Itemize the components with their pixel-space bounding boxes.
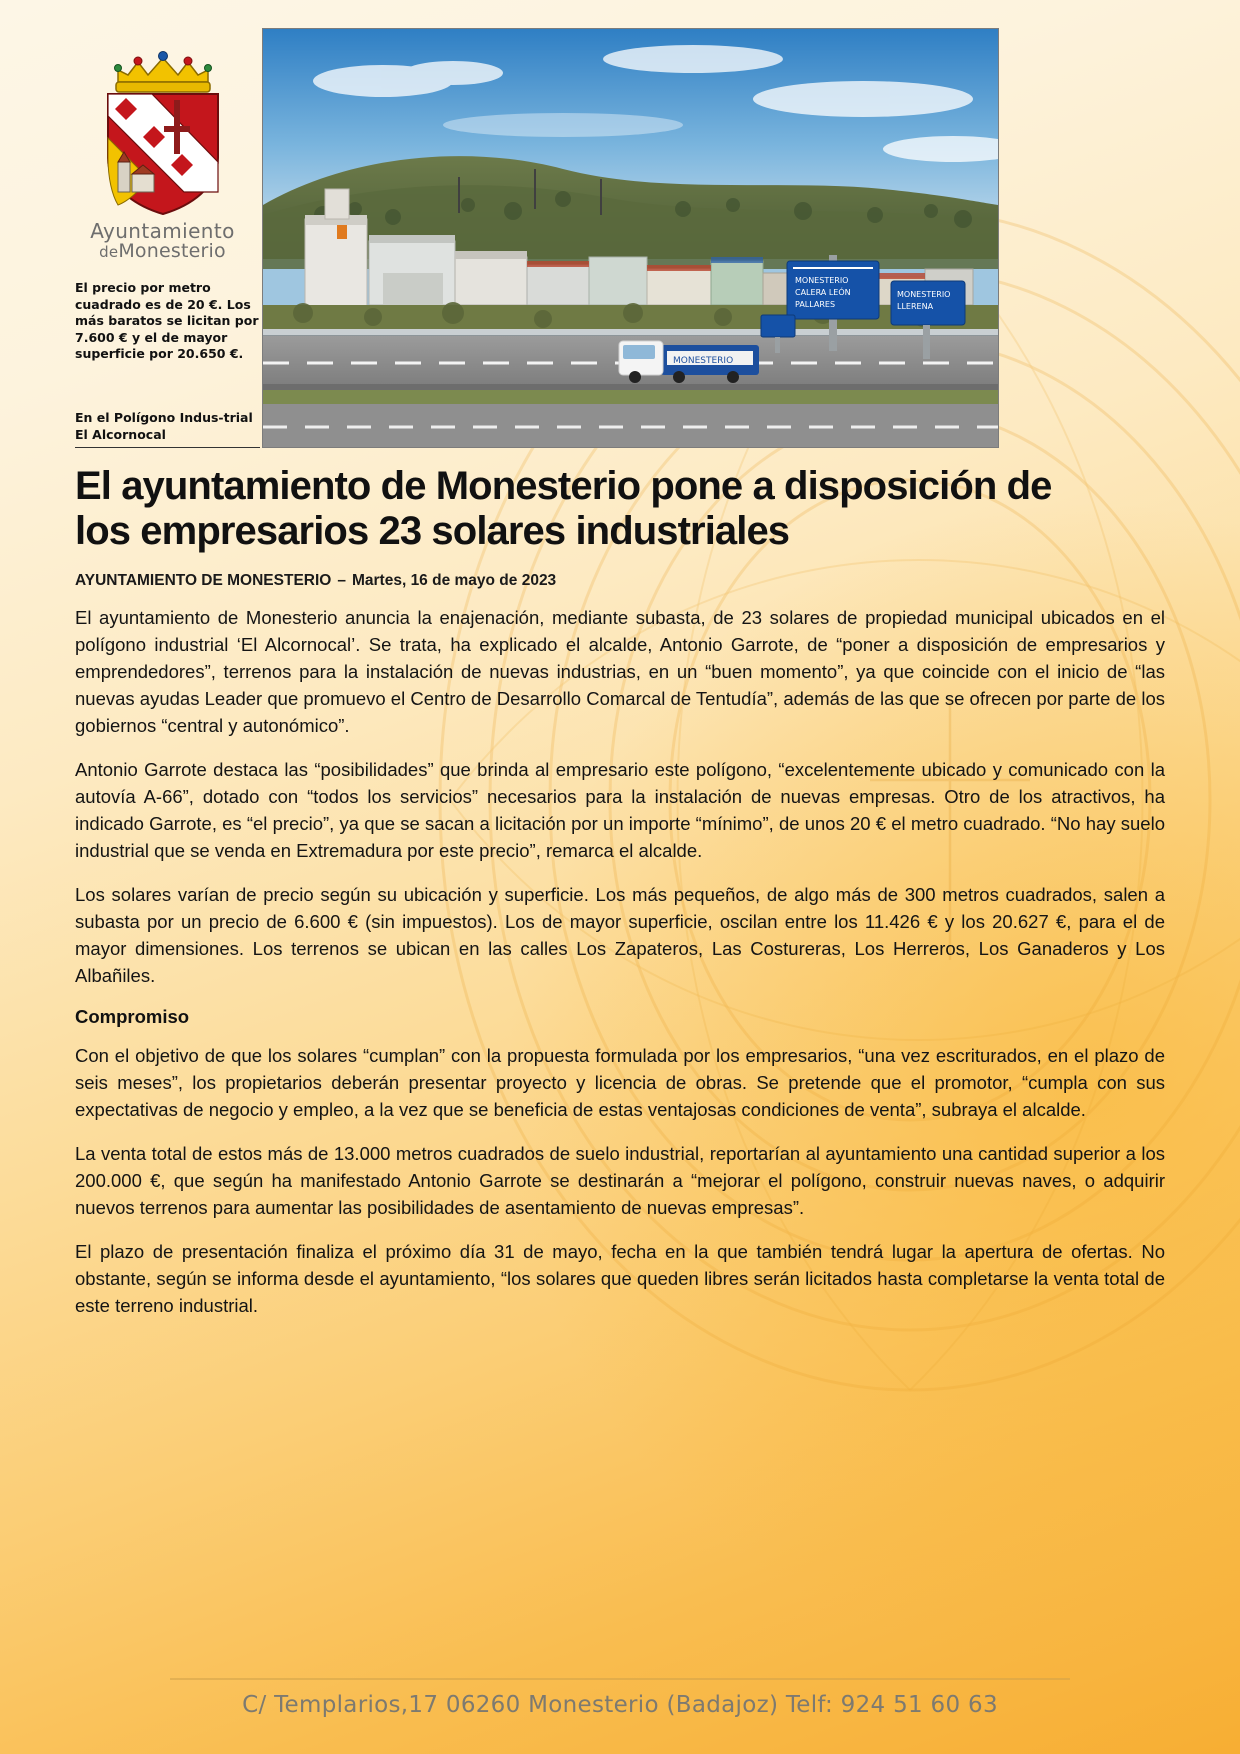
organization-name-line1: Ayuntamiento [90,219,235,243]
paragraph: Con el objetivo de que los solares “cumplan” con la propuesta formulada por los empresarios, “una vez escriturados, en el plazo de seis meses”, los propietarios deberán presentar proyecto y licencia de obras. Se pretende que el promotor, “cumpla con sus expectativas de negocio y empleo, a la vez que se beneficia de estas ventajosas condiciones de venta”, subraya el alcalde. [75,1045,1165,1121]
svg-text:CALERA LEÓN: CALERA LEÓN [795,288,851,297]
document-footer [0,1670,1240,1754]
article-body [0,464,1240,1319]
footer-divider [170,1678,1070,1680]
byline-source: AYUNTAMIENTO DE MONESTERIO [75,572,332,590]
side-note-price: El precio por metro cuadrado es de 20 €. Los más baratos se licitan por 7.600 € y el de mayor superficie por 20.650 €. [75,280,259,361]
document-header [0,0,1240,450]
paragraph: El plazo de presentación finaliza el próximo día 31 de mayo, fecha en la que también tendrá lugar la apertura de ofertas. No obstante, según se informa desde el ayuntamiento, “los solares que queden libres serán licitados hasta completarse la venta total de este terreno industrial. [75,1241,1165,1317]
organization-identity [75,42,250,262]
footer-contact: C/ Templarios,17 06260 Monesterio (Badajoz) Telf: 924 51 60 63 [242,1692,998,1718]
byline-separator: – [337,572,346,590]
coat-of-arms-icon [88,42,238,217]
side-note-location: En el Polígono Indus-trial El Alcornocal [75,410,260,448]
page-title: El ayuntamiento de Monesterio pone a disposición de los empresarios 23 solares industriales [75,464,1052,554]
organization-name-prefix: de [99,243,119,261]
paragraph: Los solares varían de precio según su ubicación y superficie. Los más pequeños, de algo más de 300 metros cuadrados, salen a subasta por un precio de 6.600 € (sin impuestos). Los de mayor superficie, oscilan entre los 11.426 € y los 20.627 €, para el de mayor dimensiones. Los terrenos se ubican en las calles Los Zapateros, Las Costureras, Los Herreros, Los Ganaderos y Los Albañiles. [75,884,1165,987]
organization-name-line2: Monesterio [118,240,226,262]
article-photo [262,28,999,448]
svg-text:MONESTERIO: MONESTERIO [673,356,734,366]
svg-text:PALLARES: PALLARES [795,300,836,309]
paragraph: El ayuntamiento de Monesterio anuncia la enajenación, mediante subasta, de 23 solares de propiedad municipal ubicados en el polígono industrial ‘El Alcornocal’. Se trata, ha explicado el alcalde, Antonio Garrote, de “poner a disposición de empresarios y emprendedores”, terrenos para la instalación de nuevas industrias, en un “buen momento”, ya que coincide con el inicio de “las nuevas ayudas Leader que promuevo el Centro de Desarrollo Comarcal de Tentudía”, además de las que se ofrecen por parte de los gobiernos “central y autonómico”. [75,607,1165,737]
paragraph: La venta total de estos más de 13.000 metros cuadrados de suelo industrial, reportarían al ayuntamiento una cantidad superior a los 200.000 €, que según ha manifestado Antonio Garrote se destinarán a “mejorar el polígono, construir nuevas naves, o adquirir nuevos terrenos para aumentar las posibilidades de asentamiento de nuevas empresas”. [75,1143,1165,1219]
byline-date: Martes, 16 de mayo de 2023 [351,572,557,590]
paragraph: Antonio Garrote destaca las “posibilidades” que brinda al empresario este polígono, “excelentemente ubicado y comunicado con la autovía A-66”, dotado con “todos los servicios” necesarios para la instalación de nuevas empresas. Otro de los atractivos, ha indicado Garrote, es “el precio”, ya que se sacan a licitación por un importe “mínimo”, de unos 20 € el metro cuadrado. “No hay suelo industrial que se venda en Extremadura por este precio”, remarca el alcalde. [75,759,1165,862]
byline [75,572,1165,590]
svg-text:LLERENA: LLERENA [897,302,934,311]
section-heading: Compromiso [75,1006,190,1028]
svg-text:MONESTERIO: MONESTERIO [795,276,849,285]
svg-text:MONESTERIO: MONESTERIO [897,290,951,299]
